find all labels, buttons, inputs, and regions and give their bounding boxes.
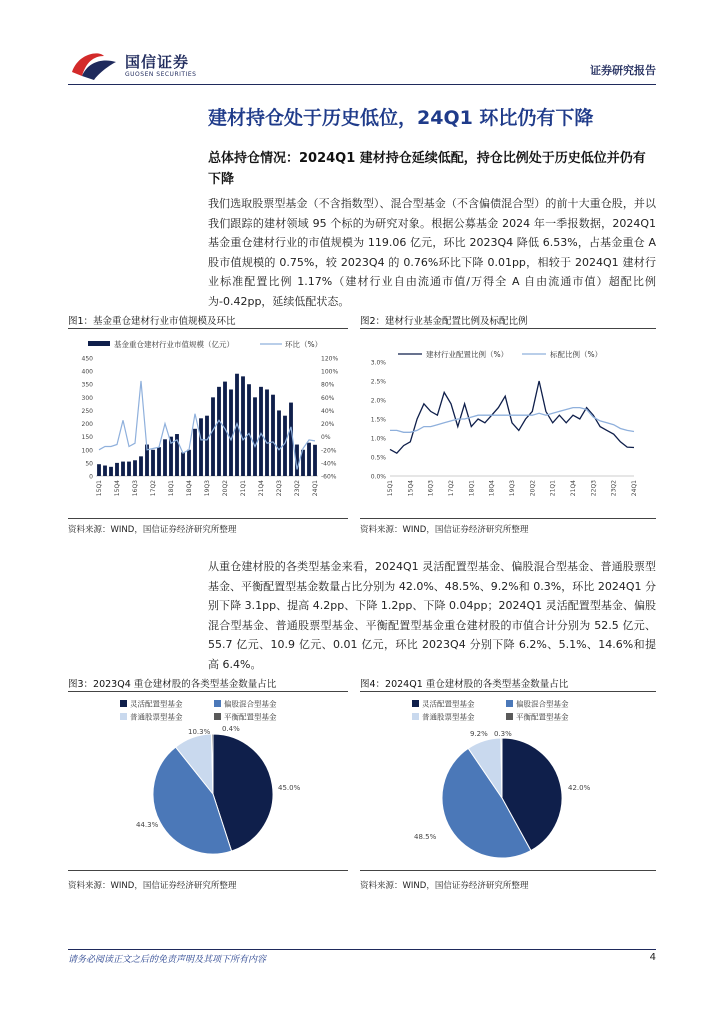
x-tick-label: 21Q1 [240, 480, 247, 497]
figure-1-bottom-rule [68, 518, 348, 519]
right-tick-label: 20% [321, 421, 335, 429]
x-tick-label: 20Q2 [529, 480, 537, 497]
left-tick-label: 350 [81, 381, 93, 389]
footer-rule [68, 949, 656, 950]
right-tick-label: -60% [321, 473, 337, 481]
figure-3-title-rule [68, 691, 348, 692]
x-tick-label: 22Q3 [276, 480, 283, 497]
x-tick-label: 20Q2 [222, 480, 229, 497]
x-tick-label: 23Q2 [610, 480, 618, 497]
x-tick-label: 16Q3 [427, 480, 435, 497]
pie-data-label: 45.0% [278, 784, 301, 792]
bar [259, 387, 263, 476]
legend-label: 普通股票型基金 [130, 712, 183, 722]
bar [157, 447, 161, 476]
y-tick-label: 0.0% [370, 473, 386, 481]
y-tick-label: 1.5% [370, 416, 386, 424]
series-line-2 [390, 408, 634, 433]
left-tick-label: 300 [81, 394, 93, 402]
header [68, 48, 656, 84]
bar [115, 463, 119, 476]
bar [193, 429, 197, 476]
legend-swatch [506, 700, 513, 707]
figure-2-title: 图2：建材行业基金配置比例及标配比例 [360, 316, 528, 327]
legend-swatch [412, 700, 419, 707]
legend-label: 平衡配置型基金 [224, 712, 277, 722]
x-tick-label: 21Q4 [570, 480, 577, 497]
x-tick-label: 21Q4 [258, 480, 265, 497]
figure-4-bottom-rule [360, 870, 656, 871]
legend-swatch [214, 700, 221, 707]
y-tick-label: 0.5% [370, 454, 386, 462]
x-tick-label: 15Q4 [407, 480, 415, 497]
disclaimer-note: 请务必阅读正文之后的免责声明及其项下所有内容 [68, 955, 267, 965]
left-tick-label: 450 [81, 355, 93, 363]
bar [271, 395, 275, 476]
legend-label: 灵活配置型基金 [422, 699, 475, 709]
right-tick-label: -40% [321, 460, 337, 468]
page-number: 4 [649, 952, 656, 963]
x-tick-label: 15Q1 [387, 480, 394, 497]
left-tick-label: 200 [81, 421, 93, 429]
bar [181, 452, 185, 476]
x-tick-label: 24Q1 [631, 480, 638, 497]
x-tick-label: 24Q1 [312, 480, 319, 497]
section-subtitle: 总体持仓情况：2024Q1 建材持仓延续低配，持仓比例处于历史低位并仍有下降 [208, 151, 646, 187]
pie-data-label: 10.3% [188, 728, 211, 736]
bar [205, 416, 209, 476]
bar [217, 387, 221, 476]
pie-data-label: 0.4% [222, 725, 240, 733]
legend-label-series-2: 标配比例（%） [550, 350, 603, 359]
guosen-logo-icon [68, 48, 120, 82]
legend-swatch [120, 700, 127, 707]
figure-1-title: 图1：基金重仓建材行业市值规模及环比 [68, 316, 236, 327]
legend-label: 偏股混合型基金 [516, 699, 569, 709]
x-tick-label: 21Q1 [549, 480, 557, 497]
legend-label: 偏股混合型基金 [224, 699, 277, 709]
bar [151, 450, 155, 476]
bar [199, 418, 203, 476]
bar [241, 376, 245, 476]
figure-4-source: 资料来源：WIND，国信证券经济研究所整理 [360, 881, 529, 891]
y-tick-label: 2.0% [370, 397, 386, 405]
legend-swatch [214, 713, 221, 720]
bar [187, 450, 191, 476]
left-tick-label: 50 [85, 460, 93, 468]
figure-3-source: 资料来源：WIND，国信证券经济研究所整理 [68, 881, 237, 891]
legend-label: 灵活配置型基金 [130, 699, 183, 709]
paragraph-1: 我们选取股票型基金（不含指数型）、混合型基金（不含偏债混合型）的前十大重仓股，并以我们跟踪的建材领域 95 个标的为研究对象。根据公募基金 2024 年一季报数据，2024Q1 基金重仓建材行业的市值规模为 119.06 亿元，环比 2023Q4 降低 6.53%，占基金重仓 A 股市值规模的 0.75%，较 2023Q4 的 0.76%环比下降 0.01pp，相较于 2024Q1 建材行业标准配置比例 1.17%（建材行业自由流通市值/万得全 A 自由流通市值）超配比例为-0.42pp，延续低配状态。 [208, 197, 656, 308]
x-tick-label: 16Q3 [132, 480, 139, 497]
x-tick-label: 18Q4 [186, 480, 193, 497]
x-tick-label: 15Q1 [96, 480, 103, 497]
legend-swatch [120, 713, 127, 720]
figure-2-chart [360, 332, 656, 512]
y-tick-label: 3.0% [370, 359, 386, 367]
x-tick-label: 18Q1 [168, 480, 175, 497]
bar [121, 462, 125, 476]
legend-swatch [506, 713, 513, 720]
figure-4-chart [360, 694, 656, 866]
left-tick-label: 400 [81, 368, 93, 376]
bar [313, 445, 317, 476]
figure-2-title-rule [360, 328, 656, 329]
legend-label-bars: 基金重仓建材行业市值规模（亿元） [114, 340, 234, 349]
figure-2-source: 资料来源：WIND，国信证券经济研究所整理 [360, 525, 529, 535]
figure-1-title-rule [68, 328, 348, 329]
figure-1-chart [68, 332, 350, 512]
bar [211, 397, 215, 476]
legend-label-series-1: 建材行业配置比例（%） [426, 350, 509, 359]
figure-4-title: 图4：2024Q1 重仓建材股的各类型基金数量占比 [360, 679, 569, 690]
report-type: 证券研究报告 [590, 64, 656, 77]
figure-4-title-rule [360, 691, 656, 692]
pie-data-label: 48.5% [414, 833, 437, 841]
left-tick-label: 100 [81, 447, 93, 455]
right-tick-label: 60% [321, 394, 335, 402]
left-tick-label: 150 [81, 434, 93, 442]
bar [103, 466, 107, 476]
right-tick-label: 120% [321, 355, 339, 363]
bar [127, 462, 131, 476]
x-tick-label: 23Q2 [294, 480, 301, 497]
x-tick-label: 17Q2 [448, 480, 455, 497]
series-line-1 [390, 381, 634, 453]
bar [109, 467, 113, 476]
right-tick-label: 40% [321, 407, 335, 415]
x-tick-label: 17Q2 [150, 480, 157, 497]
right-tick-label: 100% [321, 368, 339, 376]
bar [97, 464, 101, 476]
x-tick-label: 18Q4 [488, 480, 496, 497]
right-tick-label: -20% [321, 447, 337, 455]
pie-data-label: 42.0% [568, 784, 591, 792]
legend-label-line: 环比（%） [285, 340, 323, 349]
x-tick-label: 18Q1 [468, 480, 476, 497]
pie-data-label: 9.2% [470, 730, 488, 738]
legend-label: 普通股票型基金 [422, 712, 475, 722]
page-title: 建材持仓处于历史低位，24Q1 环比仍有下降 [208, 107, 594, 129]
bar [265, 389, 269, 476]
legend-swatch-bars [88, 341, 110, 346]
bar [163, 439, 167, 476]
figure-3-title: 图3：2023Q4 重仓建材股的各类型基金数量占比 [68, 679, 277, 690]
bar [307, 443, 311, 476]
legend-label: 平衡配置型基金 [516, 712, 569, 722]
brand-name-cn: 国信证券 [125, 53, 190, 71]
bar [253, 397, 257, 476]
bar [139, 456, 143, 476]
figure-3-bottom-rule [68, 870, 348, 871]
legend-swatch [412, 713, 419, 720]
bar [283, 416, 287, 476]
figure-1-source: 资料来源：WIND，国信证券经济研究所整理 [68, 525, 237, 535]
bar [133, 460, 137, 476]
x-tick-label: 22Q3 [590, 480, 598, 497]
x-tick-label: 15Q4 [114, 480, 121, 497]
brand-name-en: GUOSEN SECURITIES [125, 71, 197, 78]
y-tick-label: 1.0% [370, 435, 386, 443]
right-tick-label: 80% [321, 381, 335, 389]
pie-data-label: 0.3% [494, 730, 512, 738]
left-tick-label: 250 [81, 407, 93, 415]
x-tick-label: 19Q3 [509, 480, 516, 497]
right-tick-label: 0% [321, 434, 331, 442]
figure-2-bottom-rule [360, 518, 656, 519]
header-rule [68, 84, 656, 85]
y-tick-label: 2.5% [370, 378, 386, 386]
bar [229, 389, 233, 476]
bar [247, 384, 251, 476]
pie-data-label: 44.3% [136, 821, 159, 829]
figure-3-chart [68, 694, 350, 866]
left-tick-label: 0 [89, 473, 93, 481]
paragraph-2: 从重仓建材股的各类型基金来看，2024Q1 灵活配置型基金、偏股混合型基金、普通股票型基金、平衡配置型基金数量占比分别为 42.0%、48.5%、9.2%和 0.3%，环比 2024Q1 分别下降 3.1pp、提高 4.2pp、下降 1.2pp、下降 0.04pp；2024Q1 灵活配置型基金、偏股混合型基金、普通股票型基金、平衡配置型基金重仓建材股的市值合计分别为 52.5 亿元、55.7 亿元、10.9 亿元、0.01 亿元，环比 2023Q4 分别下降 6.2%、5.1%、14.6%和提高 6.4%。 [208, 560, 656, 671]
x-tick-label: 19Q3 [204, 480, 211, 497]
bar [277, 410, 281, 476]
